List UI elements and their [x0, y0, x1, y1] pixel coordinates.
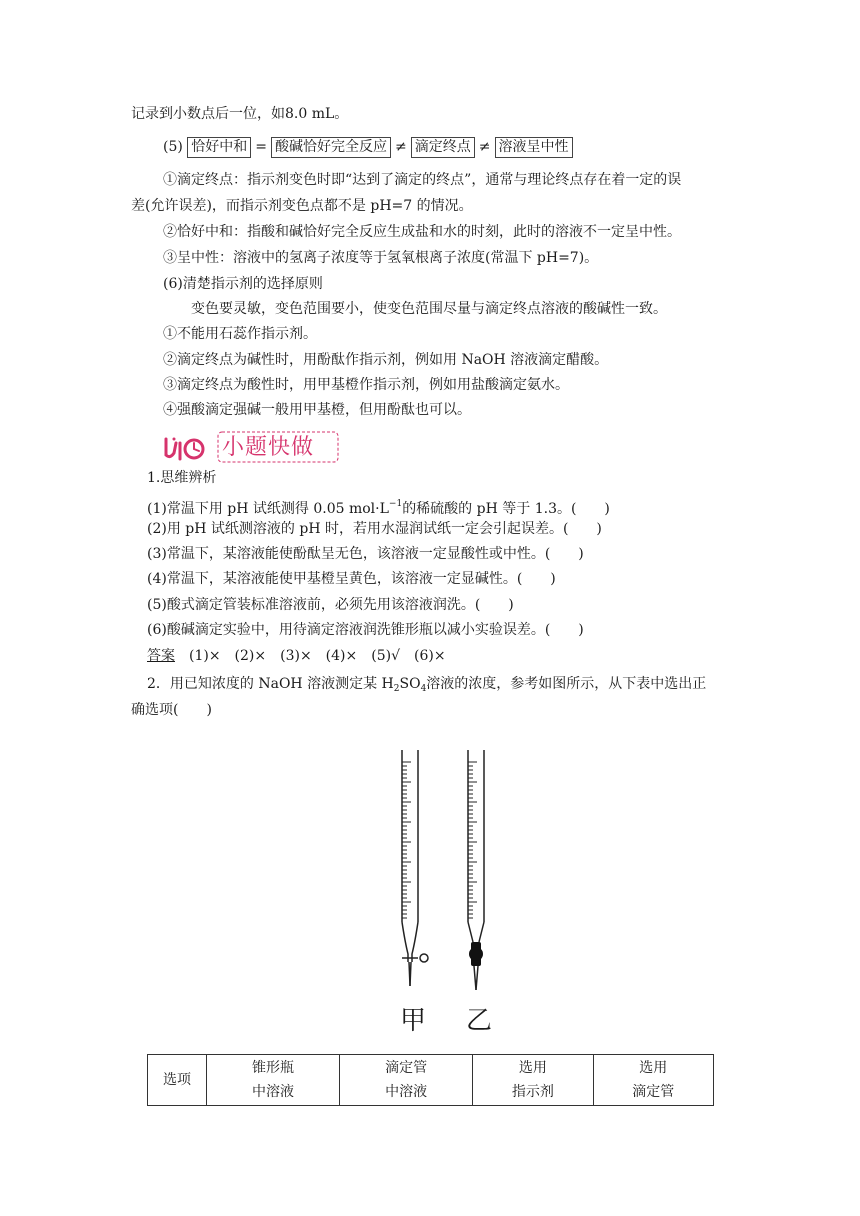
options-table	[147, 1054, 714, 1106]
q2-sub-4: 4	[420, 684, 427, 694]
q1-item-1-sup: −1	[388, 499, 403, 509]
table-header-cell: 锥形瓶 中溶液	[206, 1055, 339, 1106]
table-header-cell: 滴定管 中溶液	[340, 1055, 473, 1106]
answer-line	[147, 646, 446, 666]
equation-line	[163, 137, 573, 158]
q2-line-1	[147, 674, 706, 699]
acid-burette	[402, 750, 428, 986]
rule-3: ③滴定终点为酸性时，用甲基橙作指示剂，例如用盐酸滴定氨水。	[163, 377, 569, 393]
q2-text-so: SO	[399, 676, 421, 692]
q1-item-1-b: 的稀硫酸的 pH 等于 1.3。( )	[402, 501, 610, 517]
eq-term-3: 滴定终点	[411, 137, 475, 158]
q2-sub-2: 2	[393, 684, 400, 694]
eq-term-4: 溶液呈中性	[495, 137, 573, 158]
q1-item-5: (5)酸式滴定管装标准溶液前，必须先用该溶液润洗。( )	[147, 597, 514, 613]
q1-title: 1.思维辨析	[147, 470, 217, 486]
answer-text: (1)× (2)× (3)× (4)× (5)√ (6)×	[175, 648, 446, 664]
figure-label-yi: 乙	[466, 1006, 493, 1036]
acid-burette-scale	[402, 762, 411, 918]
q1-item-1-a: (1)常温下用 pH 试纸测得 0.05 mol·L	[147, 501, 389, 517]
rule-1: ①不能用石蕊作指示剂。	[163, 326, 317, 342]
table-header-cell: 选项	[148, 1055, 207, 1106]
figure-label-jia: 甲	[400, 1006, 427, 1036]
para-endpoint-2: 差(允许误差)，而指示剂变色点都不是 pH=7 的情况。	[131, 198, 473, 214]
eq-op-3: ≠	[478, 139, 491, 155]
table-header-row	[148, 1055, 714, 1106]
rule-4: ④强酸滴定强碱一般用甲基橙，但用酚酞也可以。	[163, 402, 471, 418]
q2-line-2: 确选项( )	[131, 702, 212, 718]
q1-item-2: (2)用 pH 试纸测溶液的 pH 时，若用水湿润试纸一定会引起误差。( )	[147, 521, 602, 537]
eq-op-1: =	[255, 139, 268, 155]
rubber-tube-with-bead	[469, 942, 483, 966]
intro-line: 记录到小数点后一位，如8.0 mL。	[131, 106, 349, 122]
burette-figure	[372, 722, 518, 1048]
eq-op-2: ≠	[395, 139, 407, 155]
q1-item-3: (3)常温下，某溶液能使酚酞呈无色，该溶液一定显酸性或中性。( )	[147, 546, 584, 562]
base-burette-scale	[468, 762, 477, 918]
q1-item-6: (6)酸碱滴定实验中，用待滴定溶液润洗锥形瓶以减小实验误差。( )	[147, 622, 584, 638]
eq-term-2: 酸碱恰好完全反应	[271, 137, 391, 158]
rule-2: ②滴定终点为碱性时，用酚酞作指示剂，例如用 NaOH 溶液滴定醋酸。	[163, 352, 609, 368]
banner-title: 小题快做	[222, 435, 315, 460]
answer-label: 答案	[147, 648, 175, 664]
q1-item-1	[147, 494, 610, 519]
para-neutral: ③呈中性：溶液中的氢离子浓度等于氢氧根离子浓度(常温下 pH=7)。	[163, 250, 599, 266]
eq-term-1: 恰好中和	[187, 137, 251, 158]
section-6-principle: 变色要灵敏，变色范围要小，使变色范围尽量与滴定终点溶液的酸碱性一致。	[191, 301, 667, 317]
table-header-cell: 选用 滴定管	[593, 1055, 713, 1106]
para-endpoint-1: ①滴定终点：指示剂变色时即“达到了滴定的终点”，通常与理论终点存在着一定的误	[163, 172, 682, 188]
para-neutralization: ②恰好中和：指酸和碱恰好完全反应生成盐和水的时刻，此时的溶液不一定呈中性。	[163, 224, 681, 240]
q2-text-b: 溶液的浓度，参考如图所示，从下表中选出正	[426, 676, 707, 692]
q1-item-4: (4)常温下，某溶液能使甲基橙呈黄色，该溶液一定显碱性。( )	[147, 571, 556, 587]
table-header-cell: 选用 指示剂	[473, 1055, 593, 1106]
eq-number: (5)	[163, 139, 183, 155]
section-6-title: (6)清楚指示剂的选择原则	[163, 276, 323, 292]
banner-logo-icon	[166, 439, 203, 459]
q2-text-a: 2．用已知浓度的 NaOH 溶液测定某 H	[147, 676, 394, 692]
